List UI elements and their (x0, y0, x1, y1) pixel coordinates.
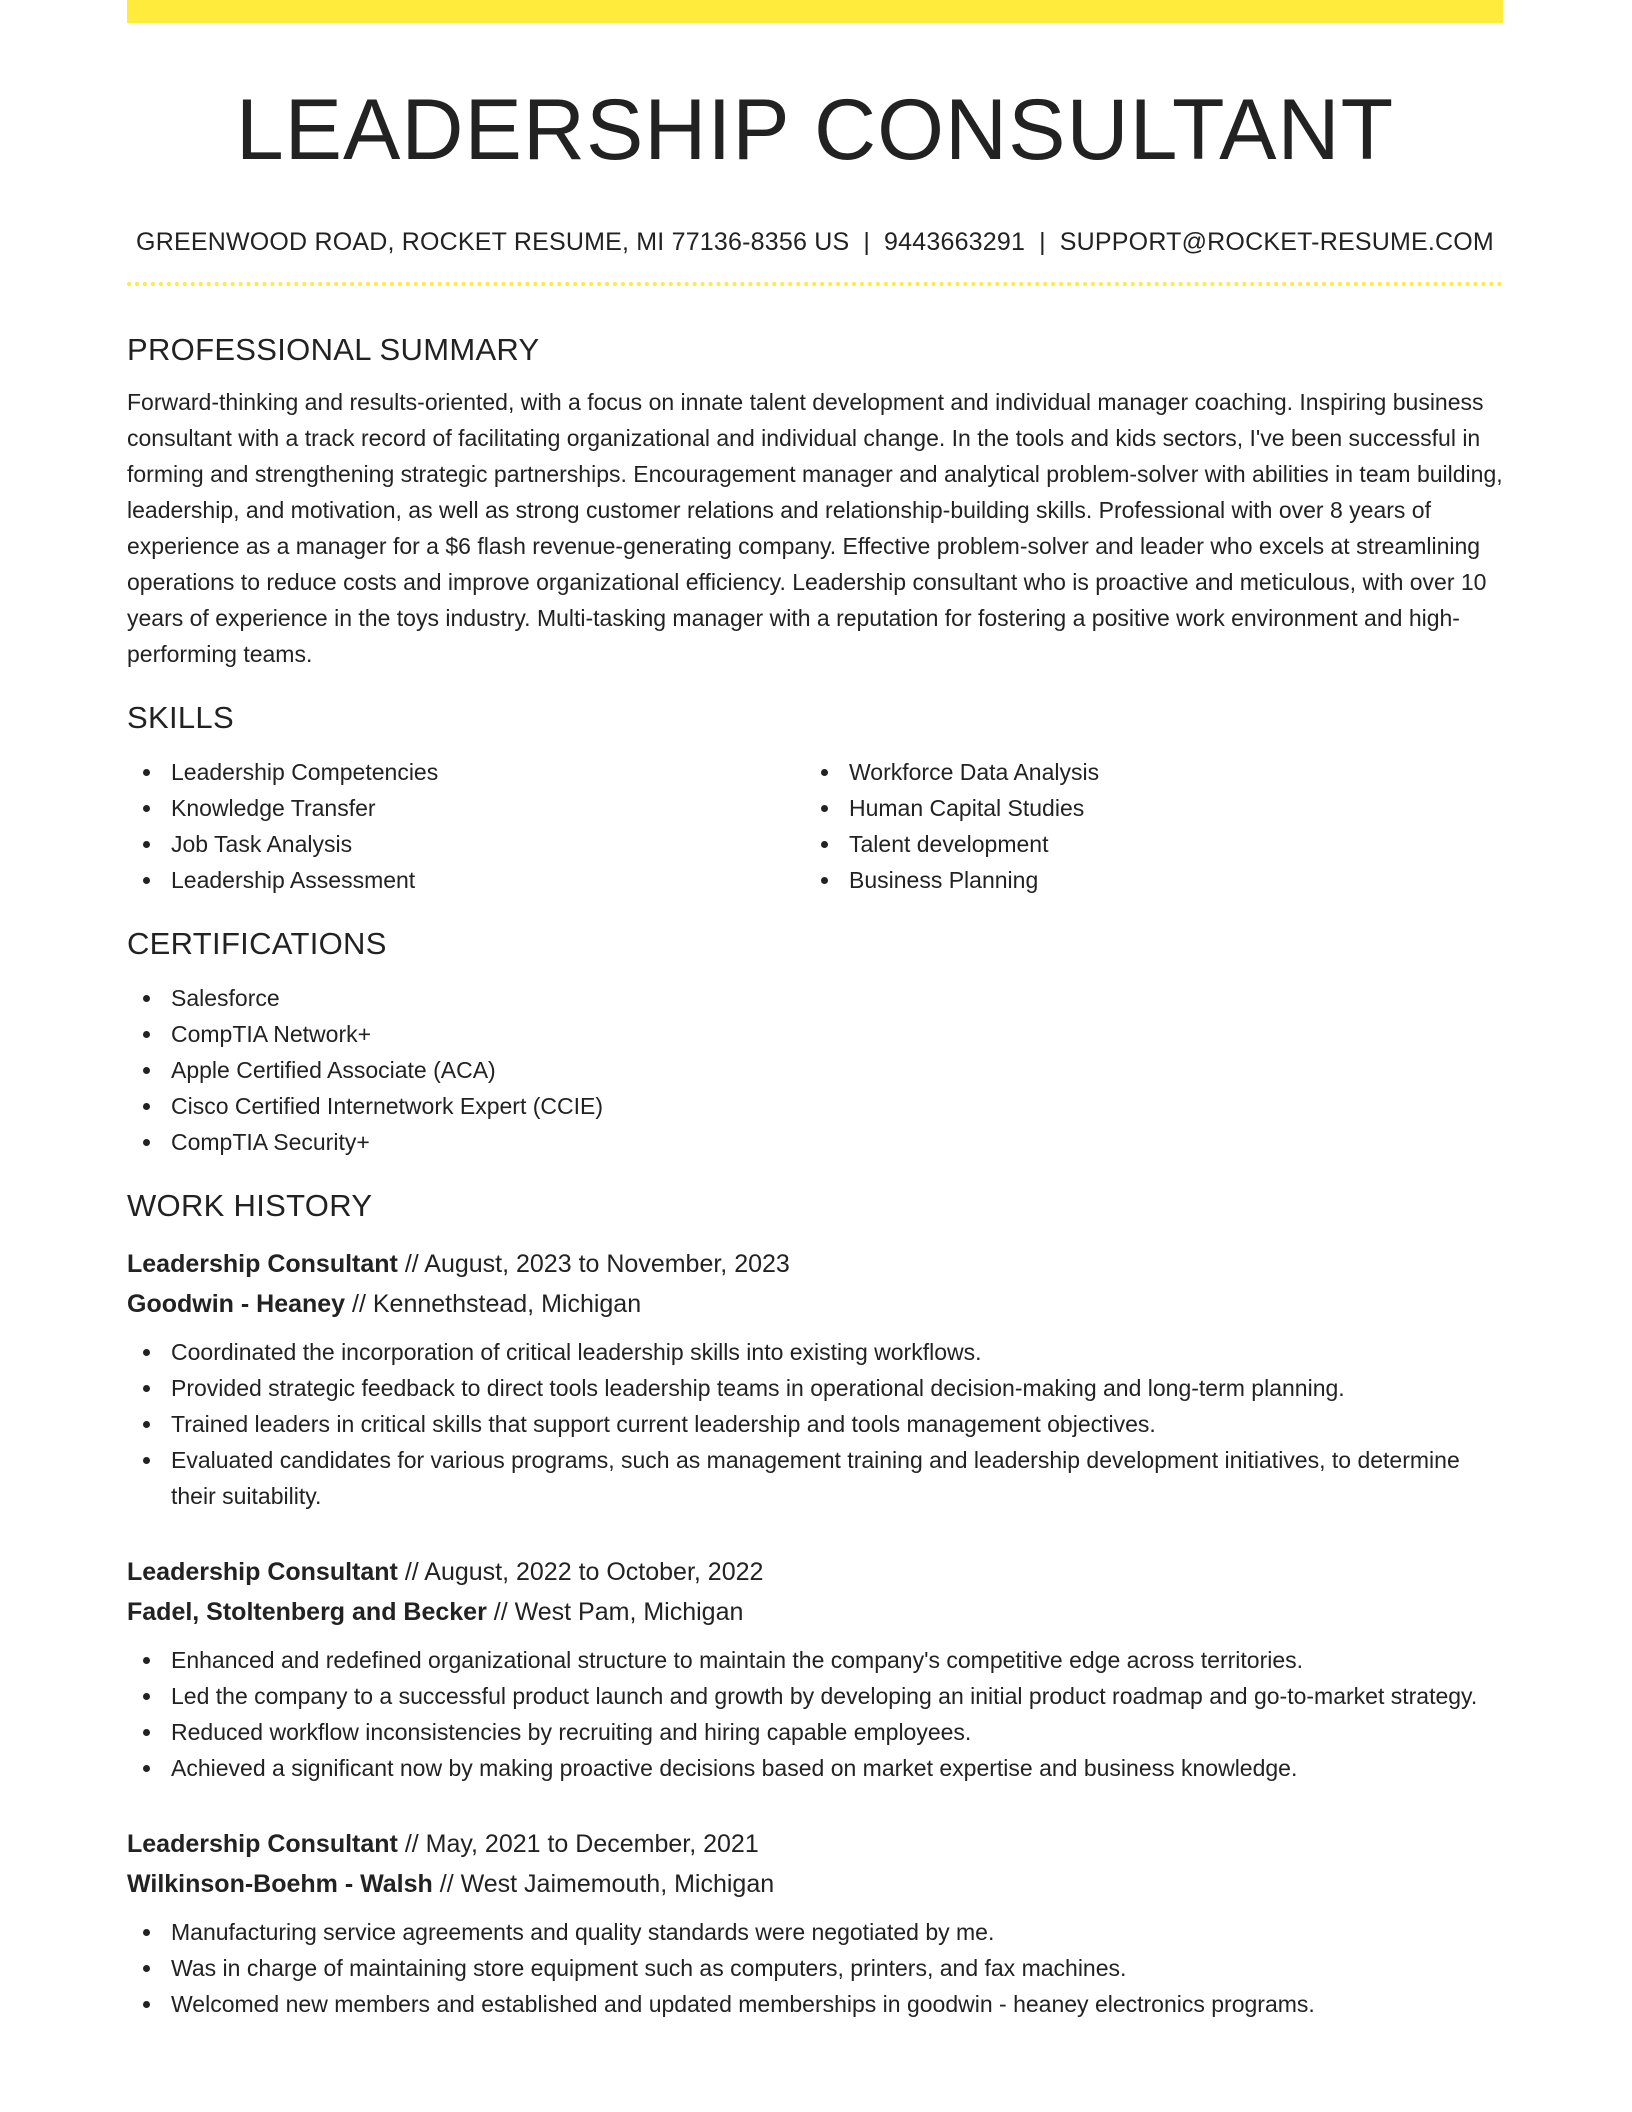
certification-item: Cisco Certified Internetwork Expert (CCIE) (127, 1088, 1503, 1124)
job-dates: // August, 2023 to November, 2023 (397, 1250, 790, 1278)
header-divider (127, 282, 1503, 286)
job-bullet: Led the company to a successful product launch and growth by developing an initial product roadmap and go-to-market strategy. (127, 1678, 1503, 1714)
job-bullet-list (127, 1334, 1503, 1514)
job-company: Fadel, Stoltenberg and Becker (127, 1598, 487, 1626)
contact-line (127, 226, 1503, 258)
job-location: // Kennethstead, Michigan (345, 1290, 642, 1318)
job-location: // West Jaimemouth, Michigan (432, 1870, 775, 1898)
contact-phone: 9443663291 (884, 228, 1026, 256)
candidate-name: LEADERSHIP CONSULTANT (235, 82, 1395, 178)
summary-heading: PROFESSIONAL SUMMARY (127, 332, 540, 367)
skill-item: Job Task Analysis (127, 826, 805, 862)
job-title-line (127, 1244, 1503, 1284)
job-entry (127, 1552, 1503, 1786)
contact-address: GREENWOOD ROAD, ROCKET RESUME, MI 77136-8356 US (136, 228, 850, 256)
job-bullet-list (127, 1914, 1503, 2022)
job-location: // West Pam, Michigan (486, 1598, 744, 1626)
job-title-line (127, 1824, 1503, 1864)
job-company-line (127, 1592, 1503, 1632)
skills-column-right (805, 754, 1483, 898)
certification-item: CompTIA Network+ (127, 1016, 1503, 1052)
job-entry (127, 1824, 1503, 2022)
job-company: Goodwin - Heaney (127, 1290, 346, 1318)
summary-paragraph: Forward-thinking and results-oriented, with a focus on innate talent development and individual manager coaching. Inspiring business consultant with a track record of facilitating organizational and individual change. In the tools and kids sectors, I've been successful in forming and strengthening strategic partnerships. Encouragement manager and analytical problem-solver with abilities in team building, leadership, and motivation, as well as strong customer relations and relationship-building skills. Professional with over 8 years of experience as a manager for a $6 flash revenue-generating company. Effective problem-solver and leader who excels at streamlining operations to reduce costs and improve organizational efficiency. Leadership consultant who is proactive and meticulous, with over 10 years of experience in the toys industry. Multi-tasking manager with a reputation for fostering a positive work environment and high-performing teams. (127, 389, 1503, 667)
contact-email: SUPPORT@ROCKET-RESUME.COM (1059, 228, 1494, 256)
certifications-heading: CERTIFICATIONS (127, 926, 387, 961)
certifications-list (127, 980, 1503, 1160)
job-role: Leadership Consultant (127, 1830, 398, 1858)
work-history-heading: WORK HISTORY (127, 1188, 373, 1223)
skill-item: Leadership Assessment (127, 862, 805, 898)
job-company: Wilkinson-Boehm - Walsh (127, 1870, 433, 1898)
certification-item: Salesforce (127, 980, 1503, 1016)
job-entry (127, 1244, 1503, 1514)
skills-grid (127, 754, 1503, 898)
skill-item: Human Capital Studies (805, 790, 1483, 826)
job-bullet: Coordinated the incorporation of critical leadership skills into existing workflows. (127, 1334, 1503, 1370)
skills-heading: SKILLS (127, 700, 234, 735)
skills-column-left (127, 754, 805, 898)
job-role: Leadership Consultant (127, 1558, 398, 1586)
job-dates: // August, 2022 to October, 2022 (397, 1558, 764, 1586)
resume-content (127, 0, 1503, 2022)
skill-item: Business Planning (805, 862, 1483, 898)
job-bullet: Was in charge of maintaining store equipment such as computers, printers, and fax machines. (127, 1950, 1503, 1986)
job-bullet: Welcomed new members and established and updated memberships in goodwin - heaney electronics programs. (127, 1986, 1503, 2022)
skill-item: Knowledge Transfer (127, 790, 805, 826)
skill-item: Talent development (805, 826, 1483, 862)
contact-separator: | (1039, 228, 1046, 256)
certification-item: Apple Certified Associate (ACA) (127, 1052, 1503, 1088)
job-bullet: Reduced workflow inconsistencies by recruiting and hiring capable employees. (127, 1714, 1503, 1750)
job-bullet: Manufacturing service agreements and quality standards were negotiated by me. (127, 1914, 1503, 1950)
job-bullet: Trained leaders in critical skills that support current leadership and tools management objectives. (127, 1406, 1503, 1442)
job-bullet: Achieved a significant now by making proactive decisions based on market expertise and business knowledge. (127, 1750, 1503, 1786)
job-company-line (127, 1864, 1503, 1904)
job-company-line (127, 1284, 1503, 1324)
job-bullet: Provided strategic feedback to direct tools leadership teams in operational decision-making and long-term planning. (127, 1370, 1503, 1406)
job-bullet: Enhanced and redefined organizational structure to maintain the company's competitive edge across territories. (127, 1642, 1503, 1678)
job-bullet-list (127, 1642, 1503, 1786)
job-bullet: Evaluated candidates for various programs, such as management training and leadership development initiatives, to determine their suitability. (127, 1442, 1503, 1514)
job-role: Leadership Consultant (127, 1250, 398, 1278)
certification-item: CompTIA Security+ (127, 1124, 1503, 1160)
skill-item: Leadership Competencies (127, 754, 805, 790)
job-title-line (127, 1552, 1503, 1592)
job-dates: // May, 2021 to December, 2021 (397, 1830, 759, 1858)
skill-item: Workforce Data Analysis (805, 754, 1483, 790)
contact-separator: | (863, 228, 871, 256)
